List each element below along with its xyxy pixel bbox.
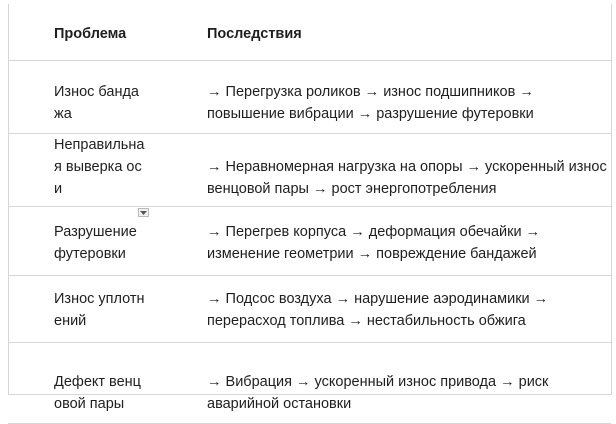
consequences-cell[interactable]	[149, 61, 611, 134]
consequences-text: → Перегрузка роликов → износ подшипников → повышение вибрации → разрушение футеровки	[207, 84, 534, 122]
table-row[interactable]	[8, 134, 611, 207]
problem-text: Разрушение футеровки	[54, 224, 137, 262]
table-header-row	[8, 4, 611, 61]
problem-cell[interactable]	[8, 134, 149, 207]
problem-text: Неправильная выверка оси	[54, 137, 145, 197]
consequences-text: → Перегрев корпуса → деформация обечайки → изменение геометрии → повреждение бандажей	[207, 224, 541, 262]
problem-cell[interactable]	[8, 343, 149, 424]
cell-dropdown-button[interactable]	[138, 208, 149, 217]
consequences-text: → Вибрация → ускоренный износ привода → риск аварийной остановки	[207, 374, 549, 412]
consequences-cell[interactable]	[149, 276, 611, 343]
header-consequences: Последствия	[149, 4, 611, 61]
problem-text: Дефект венцовой пары	[54, 374, 141, 412]
chevron-down-icon	[140, 211, 147, 215]
problem-cell[interactable]	[8, 207, 149, 276]
table-row[interactable]	[8, 276, 611, 343]
problem-text: Износ уплотнений	[54, 291, 145, 329]
problem-text: Износ бандажа	[54, 84, 139, 122]
table-row[interactable]	[8, 61, 611, 134]
consequences-cell[interactable]	[149, 343, 611, 424]
consequences-text: → Подсос воздуха → нарушение аэродинамики → перерасход топлива → нестабильность обжига	[207, 291, 549, 329]
consequences-cell[interactable]	[149, 134, 611, 207]
header-problem: Проблема	[8, 4, 149, 61]
consequences-cell[interactable]	[149, 207, 611, 276]
table-row[interactable]	[8, 207, 611, 276]
table-row[interactable]	[8, 343, 611, 424]
problem-cell[interactable]	[8, 276, 149, 343]
problems-table	[8, 4, 611, 424]
consequences-text: → Неравномерная нагрузка на опоры → ускоренный износ венцовой пары → рост энергопотребления	[207, 159, 607, 197]
problem-cell[interactable]	[8, 61, 149, 134]
